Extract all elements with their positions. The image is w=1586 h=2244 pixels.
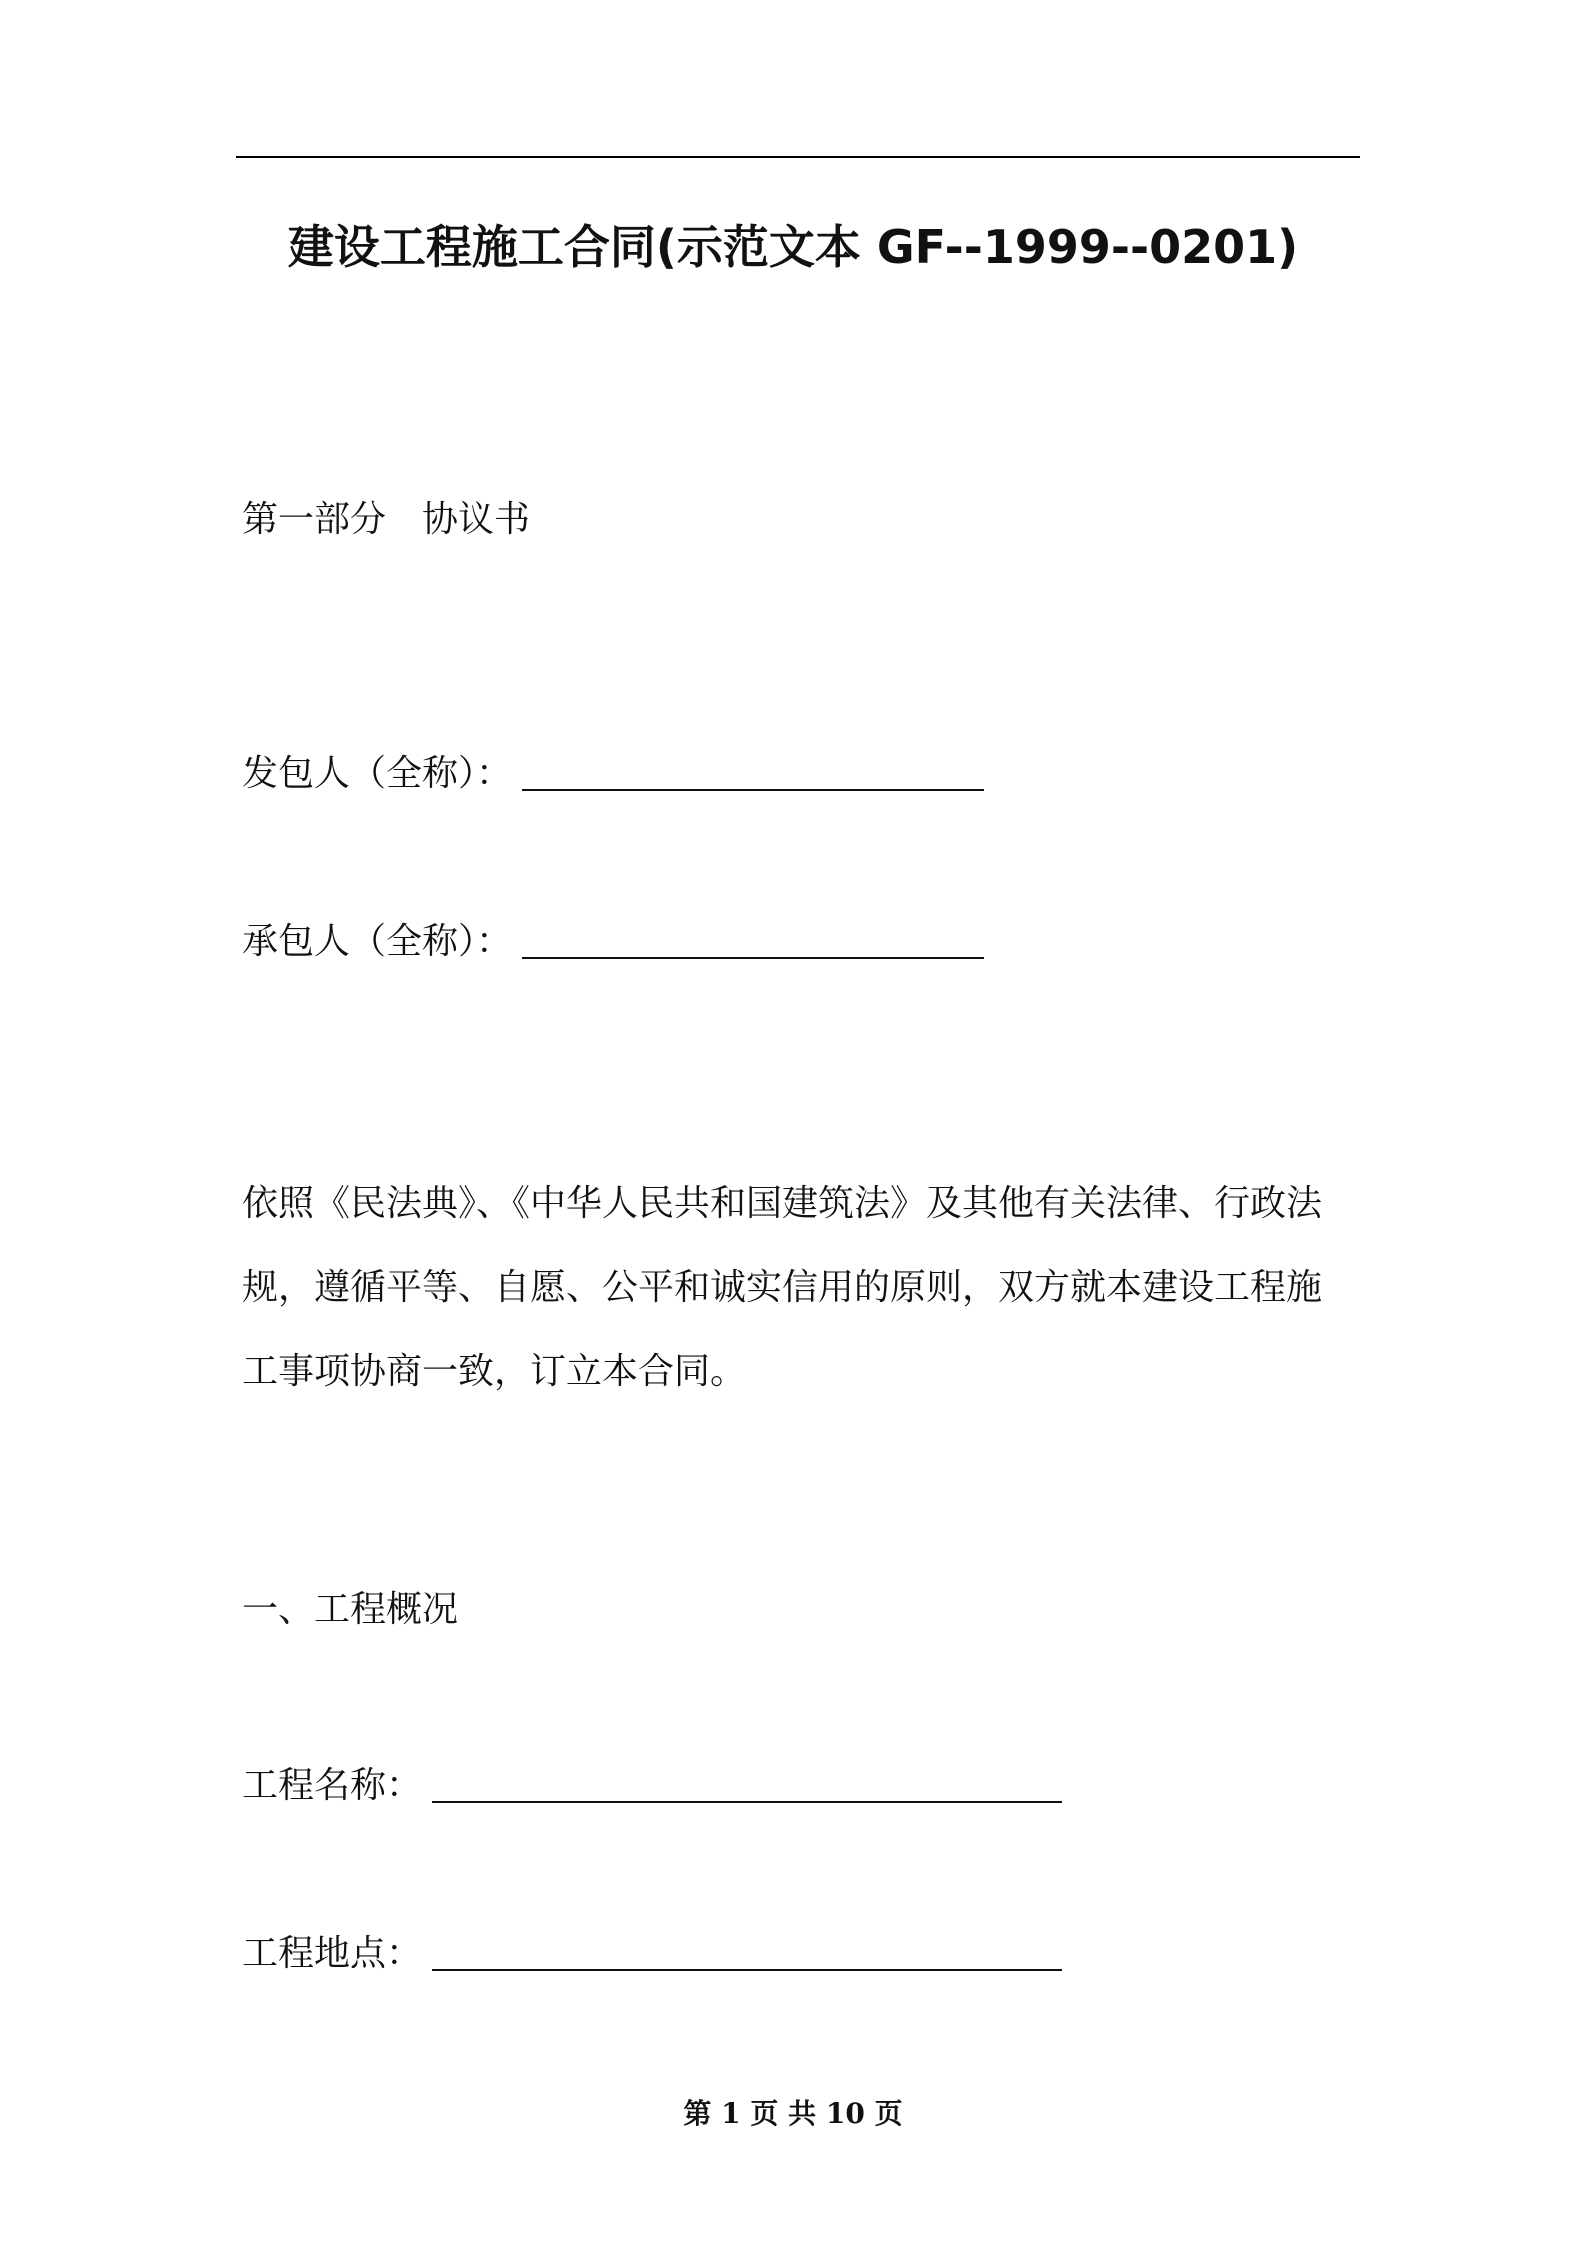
employer-field: [242, 744, 984, 804]
intro-line: 规，遵循平等、自愿、公平和诚实信用的原则，双方就本建设工程施: [242, 1267, 1323, 1308]
contractor-blank-line: [522, 957, 984, 959]
section-one-heading: 一、工程概况: [242, 1589, 459, 1630]
project-name-label: 工程名称：: [242, 1765, 423, 1806]
intro-line: 依照《民法典》、《中华人民共和国建筑法》及其他有关法律、行政法: [242, 1183, 1323, 1224]
employer-blank-line: [522, 789, 984, 791]
intro-paragraph: [242, 1162, 1362, 1414]
project-location-blank-line: [432, 1969, 1062, 1971]
project-name-blank-line: [432, 1801, 1062, 1803]
header-rule: [236, 156, 1360, 158]
project-location-label: 工程地点：: [242, 1933, 423, 1974]
project-location-field: [242, 1924, 1062, 1984]
page-footer: 第 1 页 共 10 页: [683, 2097, 903, 2130]
employer-label: 发包人（全称）：: [242, 753, 513, 794]
contractor-label: 承包人（全称）：: [242, 921, 513, 962]
intro-line: 工事项协商一致，订立本合同。: [242, 1351, 747, 1392]
document-title: 建设工程施工合同(示范文本 GF--1999--0201): [287, 220, 1299, 274]
part-heading: 第一部分 协议书: [242, 499, 531, 540]
project-name-field: [242, 1756, 1062, 1816]
contractor-field: [242, 912, 984, 972]
